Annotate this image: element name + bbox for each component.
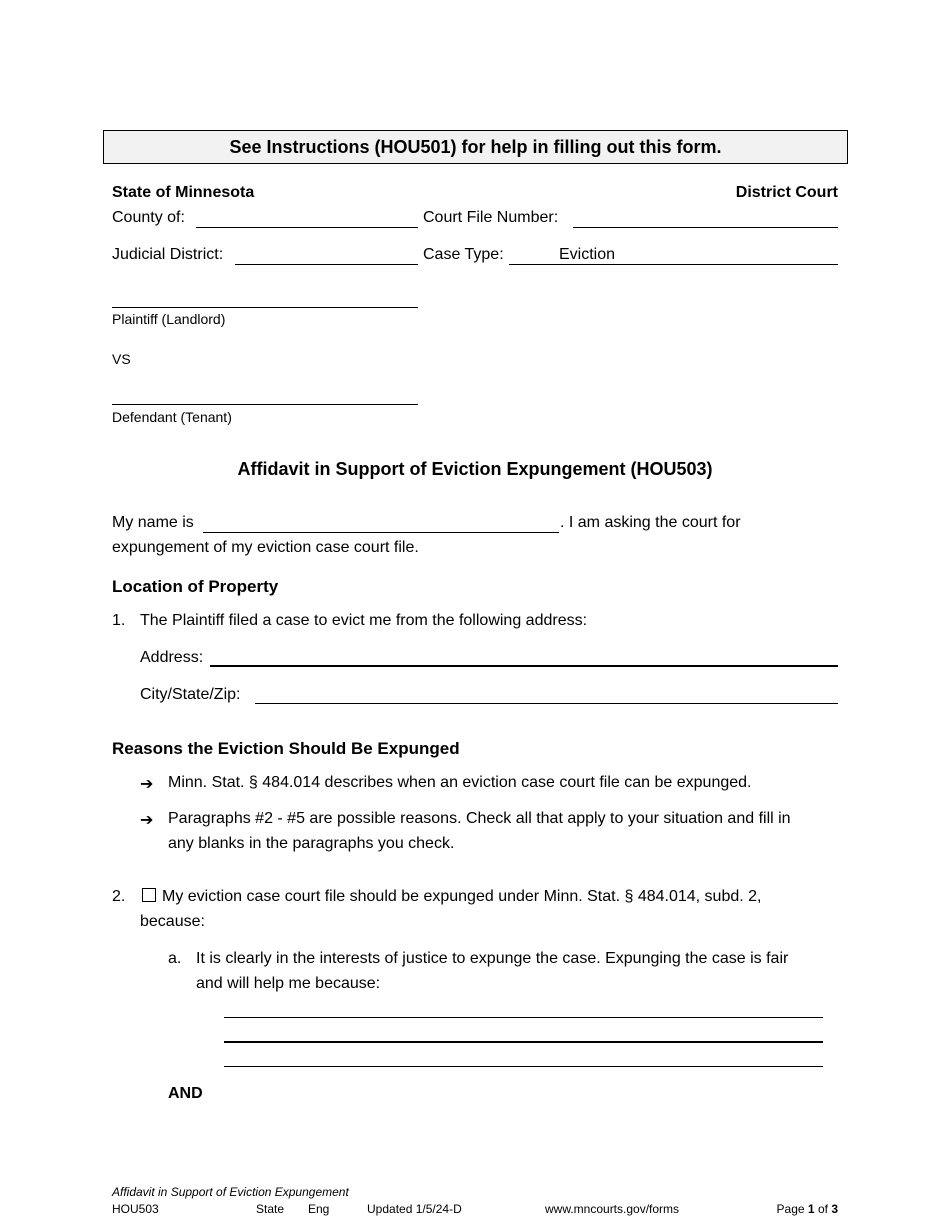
name-field[interactable] [203,532,559,533]
footer-jurisdiction: State [256,1202,285,1216]
city-state-zip-field[interactable] [255,703,838,704]
plaintiff-field[interactable] [112,307,418,308]
reasons-bullet-2-line-1: Paragraphs #2 - #5 are possible reasons. Check all that apply to your situation and fill in [168,810,791,827]
case-type-label: Case Type: [423,246,504,263]
footer-form-code: HOU503 [112,1202,159,1216]
sub-a-letter: a. [168,950,182,967]
plaintiff-label: Plaintiff (Landlord) [112,311,226,327]
page-prefix: Page [776,1202,805,1216]
vs-label: VS [112,351,131,367]
sub-a-line-1: It is clearly in the interests of justice to expunge the case. Expunging the case is fair [196,950,789,967]
reason-line-2[interactable] [224,1041,823,1043]
court-file-field[interactable] [573,227,838,228]
instructions-banner [103,130,848,164]
footer-title: Affidavit in Support of Eviction Expungement [112,1185,349,1199]
footer-updated: Updated 1/5/24-D [367,1202,462,1216]
address-field[interactable] [210,665,838,667]
court-label: District Court [735,184,838,201]
reason-line-3[interactable] [224,1066,823,1067]
reasons-bullet-1: Minn. Stat. § 484.014 describes when an eviction case court file can be expunged. [168,774,752,791]
county-field[interactable] [196,227,418,228]
city-state-zip-label: City/State/Zip: [140,686,241,703]
and-label: AND [168,1085,203,1102]
location-heading: Location of Property [112,577,279,596]
county-label: County of: [112,209,185,226]
arrow-right-icon: ➔ [140,776,154,793]
para-2-line-1 [142,888,761,906]
name-prefix: My name is [112,514,194,531]
para-2-checkbox[interactable] [142,888,156,902]
case-type-field[interactable] [509,264,838,265]
para-2-number: 2. [112,888,126,905]
address-label: Address: [140,649,204,666]
item-1-number: 1. [112,612,126,629]
para-2-text: My eviction case court file should be expunged under Minn. Stat. § 484.014, subd. 2, [162,888,762,905]
sub-a-line-2: and will help me because: [196,975,381,992]
defendant-field[interactable] [112,404,418,405]
para-2-line-2: because: [140,913,205,930]
item-1-text: The Plaintiff filed a case to evict me from the following address: [140,612,588,629]
footer-page-number [777,1202,838,1216]
reasons-heading: Reasons the Eviction Should Be Expunged [112,739,460,758]
page-title: Affidavit in Support of Eviction Expungement (HOU503) [237,459,713,479]
page-of: of [817,1202,828,1216]
footer-language: Eng [308,1202,330,1216]
case-type-value: Eviction [559,246,616,263]
defendant-label: Defendant (Tenant) [112,409,232,425]
reason-line-1[interactable] [224,1017,823,1018]
reasons-bullet-2-line-2: any blanks in the paragraphs you check. [168,835,455,852]
judicial-district-label: Judicial District: [112,246,224,263]
state-label: State of Minnesota [112,184,255,201]
page-total: 3 [831,1202,838,1216]
page-current: 1 [807,1202,815,1216]
footer-website[interactable]: www.mncourts.gov/forms [545,1202,680,1216]
arrow-right-icon: ➔ [140,812,154,829]
judicial-district-field[interactable] [235,264,418,265]
intro-line-2: expungement of my eviction case court file. [112,539,419,556]
instructions-text: See Instructions (HOU501) for help in filling out this form. [229,136,722,157]
name-suffix: . I am asking the court for [560,514,741,531]
court-file-label: Court File Number: [423,209,559,226]
